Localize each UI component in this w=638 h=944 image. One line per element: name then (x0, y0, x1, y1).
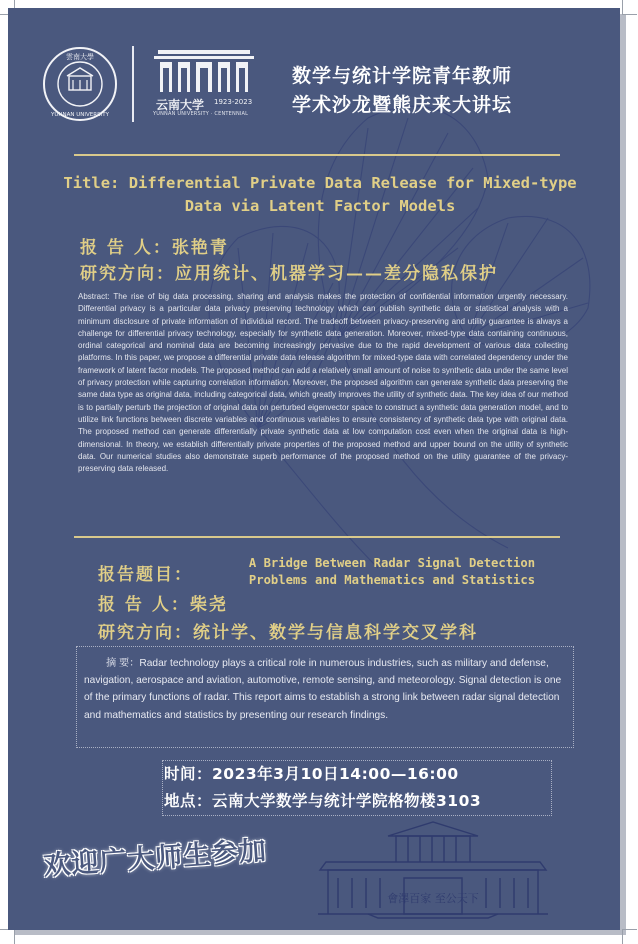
university-name-cn: 云南大学 (156, 98, 205, 112)
talk2-speaker-label: 报 告 人： (98, 595, 190, 615)
campus-building-illustration (308, 818, 558, 922)
divider-middle (74, 536, 560, 538)
crop-mark-top-right (622, 0, 637, 15)
welcome-text: 欢迎广大师生参加 (42, 835, 269, 882)
crop-mark-bottom-left (0, 929, 15, 944)
talk1-field-row (80, 259, 498, 284)
header-line-1: 数学与统计学院青年教师 (292, 65, 513, 87)
event-place: 云南大学数学与统计学院格物楼3103 (212, 792, 482, 810)
talk2-abstract (84, 655, 564, 724)
header-line-2: 学术沙龙暨熊庆来大讲坛 (292, 94, 513, 116)
centennial-years: 1923-2023 (214, 98, 253, 106)
talk1-speaker-row (80, 233, 229, 258)
talk1-speaker-name: 张艳青 (171, 238, 229, 258)
university-name-en: YUNNAN UNIVERSITY · CENTENNIAL (153, 111, 249, 117)
page-shadow-right (620, 14, 626, 934)
talk1-field: 应用统计、机器学习——差分隐私保护 (175, 264, 498, 284)
university-seal-icon (42, 46, 118, 122)
page-shadow-bottom (14, 930, 626, 935)
talk2-speaker-row (98, 590, 228, 615)
building-inscription: 會澤百家 至公天下 (387, 892, 479, 905)
talk2-speaker-name: 柴尧 (189, 595, 228, 615)
talk1-abstract: Abstract: The rise of big data processing, sharing and analysis makes the protection of confidential information urgently necessary. Differential privacy is a particular data privacy preserving technology which can publish synthetic data or statistical analysis with a minimum disclosure of private information of individual record. The tradeoff between privacy-preserving and utility guarantee is always a challenge for differential privacy technology, especially for synthetic data generation. Moreover, mixed-type data containing continuous, ordinal categorical and nominal data are becoming increasingly pervasive due to the rapid development of various data collecting platforms. In this paper, we propose a differential private data release algorithm for mixed-type data with correlated dependency under the framework of latent factor models. The proposed method can add a relatively small amount of noise to synthetic data under the same level of privacy protection while capturing correlation information. Moreover, the proposed algorithm can generate synthetic data preserving the same data type as original data, including categorical data, which greatly improves the utility of synthetic data. The key idea of our method is to partially perturb the projection of original data on perturbed eigenvector space to construct a synthetic data generation model, and to utilize link functions between discrete variables and continuous variables to ensure consistency of synthetic data type with original data. The proposed method can generate differentially private synthetic data at low computation cost even when the original data is high-dimensional. In theory, we establish differentially private properties of the proposed method and upper bound on the utility of synthetic data. Our numerical studies also demonstrate superb performance of the proposed method on the utility guarantee of the privacy-preserving data released. (78, 292, 568, 474)
talk1-title: Title: Differential Private Data Release for Mixed-type Data via Latent Factor Models (63, 174, 577, 215)
talk2-abstract-label: 摘 要： (106, 658, 140, 669)
event-place-label: 地点： (164, 792, 213, 810)
divider-top (74, 154, 560, 156)
event-time: 2023年3月10日14:00—16:00 (212, 765, 459, 783)
event-time-row (164, 762, 459, 784)
talk1-speaker-label: 报 告 人： (80, 238, 172, 258)
centennial-building-logo-icon (150, 46, 258, 98)
talk2-topic-label: 报告题目： (98, 565, 193, 585)
talk2-field-label: 研究方向： (98, 623, 193, 643)
seal-top-text: 雲南大學 (66, 53, 94, 61)
talk1-field-label: 研究方向： (80, 264, 175, 284)
event-place-row (164, 789, 481, 811)
talk2-topic: A Bridge Between Radar Signal Detection Problems and Mathematics and Statistics (248, 556, 536, 587)
talk2-abstract-text: Radar technology plays a critical role in numerous industries, such as military and defense, navigation, aerospace and aviation, automotive, remote sensing, and meteorology. Signal detection is one of the primary functions of radar. This report aims to establish a strong link between radar signal detection and mathematics and statistics by presenting our research findings. (84, 658, 562, 721)
crop-mark-bottom-right (622, 929, 637, 944)
seal-bottom-text: YUNNAN UNIVERSITY (51, 112, 109, 118)
event-time-label: 时间： (164, 765, 213, 783)
logo-divider (132, 46, 134, 122)
poster (8, 8, 620, 930)
talk2-field-row (98, 618, 478, 643)
talk2-field: 统计学、数学与信息科学交叉学科 (193, 623, 478, 643)
